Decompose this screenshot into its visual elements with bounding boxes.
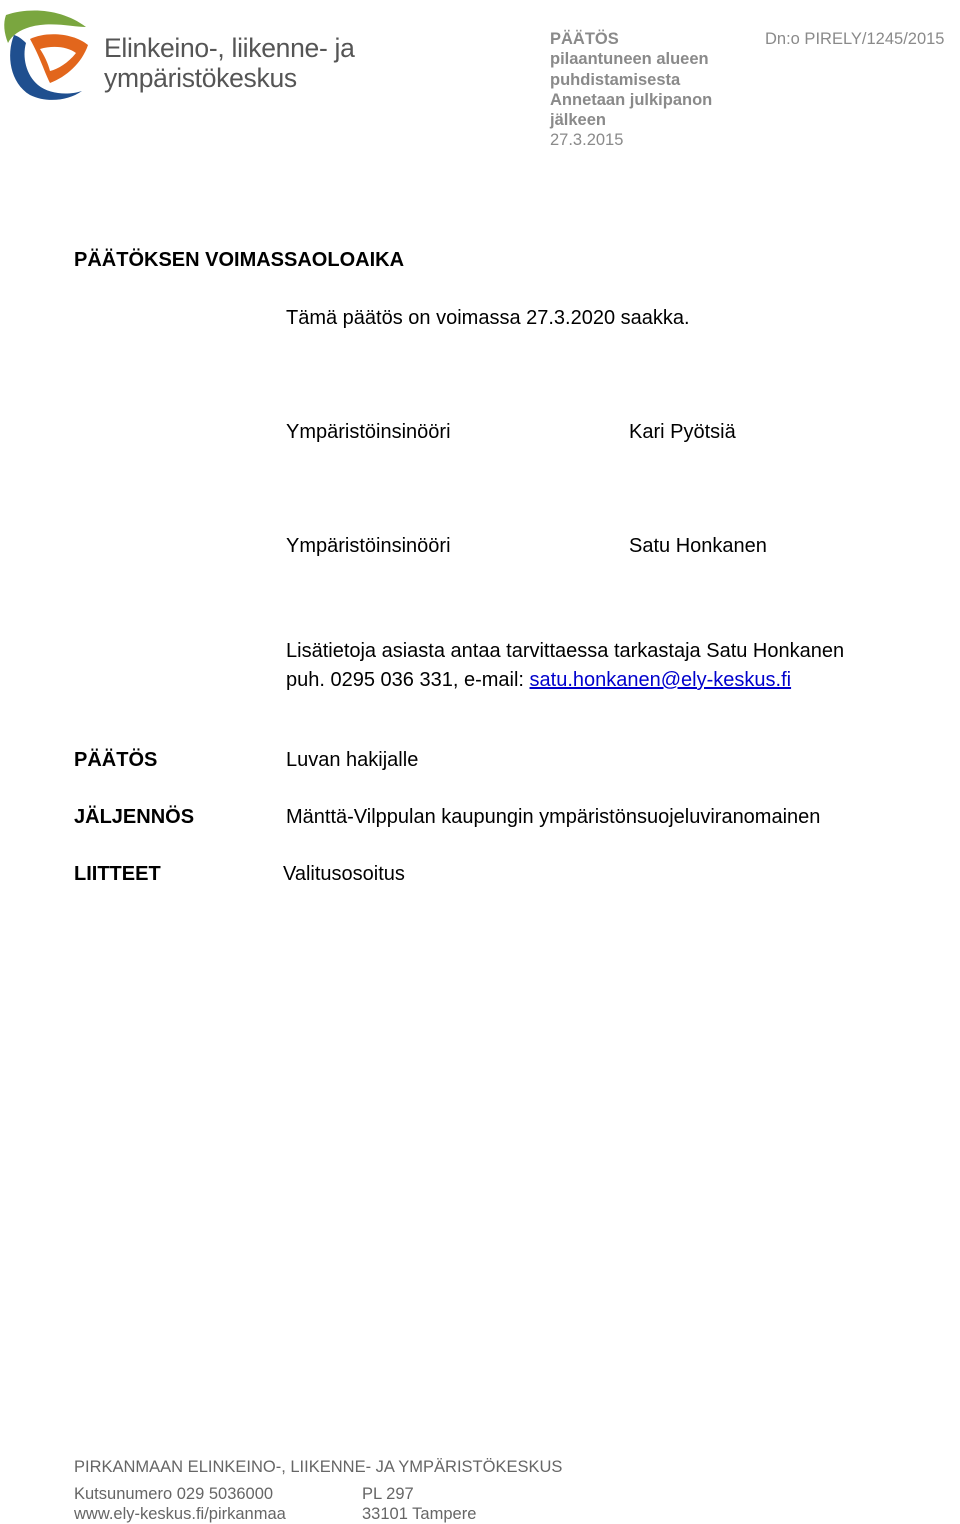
validity-heading: PÄÄTÖKSEN VOIMASSAOLOAIKA bbox=[74, 249, 405, 271]
validity-text: Tämä päätös on voimassa 27.3.2020 saakka. bbox=[286, 307, 690, 329]
subject-line-4: jälkeen bbox=[550, 111, 606, 130]
subject-line-3: Annetaan julkipanon bbox=[550, 90, 713, 109]
doc-date: 27.3.2015 bbox=[550, 131, 624, 150]
signatory-1-name: Kari Pyötsiä bbox=[629, 421, 736, 443]
footer-postal: 33101 Tampere bbox=[362, 1505, 477, 1523]
logo-name-line1: Elinkeino-, liikenne- ja bbox=[104, 33, 355, 63]
contact-line-2 bbox=[286, 669, 791, 692]
distribution-value-liitteet: Valitusosoitus bbox=[283, 863, 405, 885]
distribution-label-liitteet: LIITTEET bbox=[74, 863, 161, 885]
diary-number: Dn:o PIRELY/1245/2015 bbox=[765, 30, 945, 48]
logo-text bbox=[104, 33, 355, 93]
document-header bbox=[550, 29, 750, 151]
subject-line-1: pilaantuneen alueen bbox=[550, 50, 709, 69]
distribution-label-jaljennos: JÄLJENNÖS bbox=[74, 806, 195, 828]
distribution-label-paatos: PÄÄTÖS bbox=[74, 749, 158, 771]
ely-logo bbox=[0, 5, 360, 105]
contact-phone: puh. 0295 036 331, e-mail: bbox=[286, 669, 530, 691]
email-link[interactable]: satu.honkanen@ely-keskus.fi bbox=[529, 669, 792, 691]
signatory-2-title: Ympäristöinsinööri bbox=[286, 535, 451, 557]
subject-line-2: puhdistamisesta bbox=[550, 70, 681, 89]
footer-web: www.ely-keskus.fi/pirkanmaa bbox=[74, 1505, 286, 1523]
distribution-value-jaljennos: Mänttä-Vilppulan kaupungin ympäristönsuojeluviranomainen bbox=[286, 806, 821, 828]
contact-line-1: Lisätietoja asiasta antaa tarvittaessa tarkastaja Satu Honkanen bbox=[286, 640, 845, 662]
footer-po-box: PL 297 bbox=[362, 1485, 414, 1503]
signatory-2-name: Satu Honkanen bbox=[629, 535, 767, 557]
footer-org: PIRKANMAAN ELINKEINO-, LIIKENNE- JA YMPÄRISTÖKESKUS bbox=[74, 1458, 563, 1476]
logo-name-line2: ympäristökeskus bbox=[104, 63, 297, 93]
signatory-1-title: Ympäristöinsinööri bbox=[286, 421, 451, 443]
footer-phone: Kutsunumero 029 5036000 bbox=[74, 1485, 274, 1503]
ely-logo-emblem bbox=[0, 5, 100, 105]
distribution-value-paatos: Luvan hakijalle bbox=[286, 749, 419, 771]
doc-type: PÄÄTÖS bbox=[550, 30, 619, 48]
